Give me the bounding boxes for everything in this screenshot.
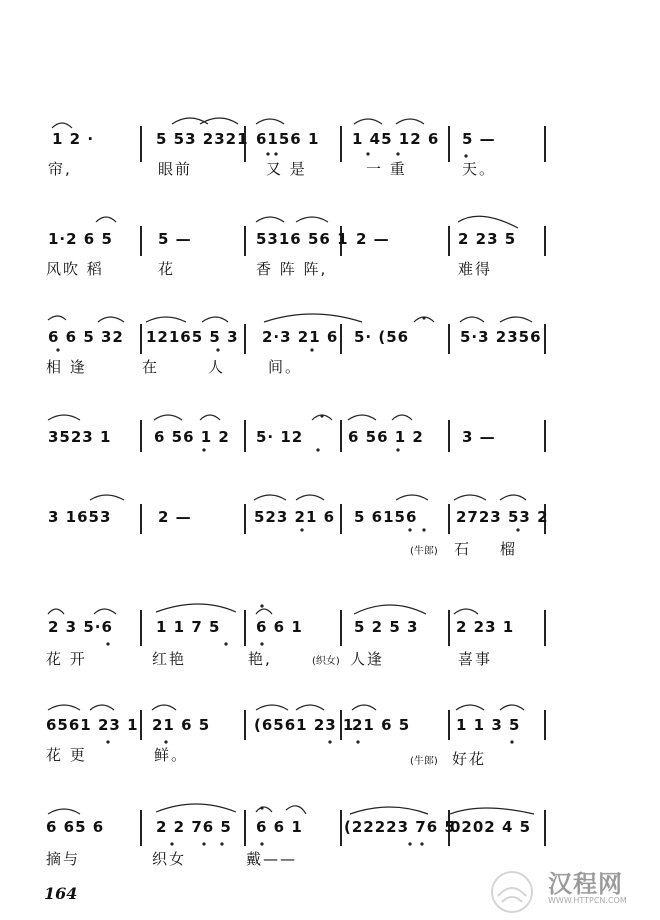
bar-line xyxy=(448,504,450,534)
measure-notes: 6 6 1 xyxy=(256,618,303,636)
bar-line xyxy=(340,810,342,846)
bar-line xyxy=(244,420,246,452)
measure-notes: 6 56 1 2 xyxy=(154,428,230,446)
lyric: 花 开 xyxy=(46,650,87,668)
lyric: 人 xyxy=(208,358,226,376)
bar-line xyxy=(140,710,142,740)
measure-notes: 2 2 76 5 xyxy=(156,818,232,836)
watermark-text: 汉程网 xyxy=(548,870,623,898)
measure-notes: 5 6156 xyxy=(354,508,418,526)
measure-notes: 5 — xyxy=(462,130,496,148)
bar-line xyxy=(544,126,546,162)
lyric: 又 是 xyxy=(266,160,307,178)
measure-notes: 5·3 2356 xyxy=(460,328,542,346)
measure-notes: 6 56 1 2 xyxy=(348,428,424,446)
lyric: 石 xyxy=(454,540,472,558)
lyric: 风吹 稻 xyxy=(46,260,104,278)
lyric: 戴—— xyxy=(246,850,298,868)
lyric: 鲜。 xyxy=(154,746,189,764)
measure-notes: 2·3 21 6 xyxy=(262,328,339,346)
measure-notes: 2723 53 2 xyxy=(456,508,549,526)
lyric: 红艳 xyxy=(152,650,187,668)
bar-line xyxy=(140,324,142,354)
measure-notes: 1 45 12 6 xyxy=(352,130,440,148)
measure-notes: 12165 5 3 xyxy=(146,328,239,346)
measure-notes: 2 23 5 xyxy=(458,230,517,248)
bar-line xyxy=(340,504,342,534)
lyric: 好花 xyxy=(452,750,487,768)
lyric: 难得 xyxy=(458,260,493,278)
measure-notes: 0202 4 5 xyxy=(450,818,532,836)
bar-line xyxy=(448,420,450,452)
measure-notes: 2 3 5·6 xyxy=(48,618,113,636)
bar-line xyxy=(448,324,450,354)
bar-line xyxy=(544,610,546,646)
measure-notes: 5316 56 1 xyxy=(256,230,349,248)
bar-line xyxy=(448,610,450,646)
bar-line xyxy=(544,226,546,256)
bar-line xyxy=(544,710,546,740)
measure-notes: 1 2 · xyxy=(52,130,95,148)
lyric: 在 xyxy=(142,358,160,376)
lyric: 帘, xyxy=(48,160,72,178)
measure-notes: 1 1 7 5 xyxy=(156,618,221,636)
bar-line xyxy=(544,810,546,846)
measure-notes: 2 — xyxy=(356,230,390,248)
measure-notes: 6 6 1 xyxy=(256,818,303,836)
bar-line xyxy=(544,420,546,452)
measure-notes: 5 — xyxy=(158,230,192,248)
lyric: 花 更 xyxy=(46,746,87,764)
lyric: 艳, xyxy=(248,650,272,668)
measure-notes: 1·2 6 5 xyxy=(48,230,113,248)
bar-line xyxy=(244,324,246,354)
watermark-url: WWW.HTTPCN.COM xyxy=(548,896,627,905)
bar-line xyxy=(544,324,546,354)
measure-notes: 6156 1 xyxy=(256,130,320,148)
measure-notes: 6 6 5 32 xyxy=(48,328,124,346)
lyric: 一 重 xyxy=(366,160,407,178)
measure-notes: 3 — xyxy=(462,428,496,446)
measure-notes: 2 23 1 xyxy=(456,618,515,636)
bar-line xyxy=(340,420,342,452)
bar-line xyxy=(244,504,246,534)
page-number: 164 xyxy=(44,884,78,903)
bar-line xyxy=(448,126,450,162)
role-label: (织女) xyxy=(312,656,340,667)
measure-notes: 5· 12 xyxy=(256,428,304,446)
bar-line xyxy=(140,504,142,534)
lyric: 摘与 xyxy=(46,850,81,868)
measure-notes: 21 6 5 xyxy=(152,716,211,734)
lyric: 相 逢 xyxy=(46,358,87,376)
measure-notes: 2 — xyxy=(158,508,192,526)
bar-line xyxy=(244,226,246,256)
lyric: 人逢 xyxy=(350,650,385,668)
lyric: 眼前 xyxy=(158,160,193,178)
bar-line xyxy=(340,610,342,646)
measure-notes: 21 6 5 xyxy=(352,716,411,734)
bar-line xyxy=(140,126,142,162)
measure-notes: 5 53 2321 xyxy=(156,130,249,148)
measure-notes: 523 21 6 xyxy=(254,508,336,526)
lyric: 间。 xyxy=(268,358,303,376)
lyric: 花 xyxy=(158,260,176,278)
measure-notes: 3523 1 xyxy=(48,428,112,446)
bar-line xyxy=(140,420,142,452)
measure-notes: (6561 23 1 xyxy=(254,716,355,734)
lyric: 香 阵 阵, xyxy=(256,260,328,278)
measure-notes: (22223 76 5 xyxy=(344,818,456,836)
role-label: (牛郎) xyxy=(410,756,438,767)
bar-line xyxy=(340,324,342,354)
bar-line xyxy=(448,710,450,740)
lyric: 天。 xyxy=(462,160,497,178)
measure-notes: 3 1653 xyxy=(48,508,112,526)
measure-notes: 5· (56 xyxy=(354,328,410,346)
bar-line xyxy=(244,810,246,846)
bar-line xyxy=(448,226,450,256)
lyric: 榴 xyxy=(500,540,518,558)
bar-line xyxy=(140,226,142,256)
measure-notes: 6 65 6 xyxy=(46,818,105,836)
bar-line xyxy=(244,610,246,646)
measure-notes: 5 2 5 3 xyxy=(354,618,419,636)
bar-line xyxy=(140,810,142,846)
bar-line xyxy=(340,126,342,162)
bar-line xyxy=(244,710,246,740)
bar-line xyxy=(140,610,142,646)
lyric: 织女 xyxy=(152,850,187,868)
role-label: (牛郎) xyxy=(410,546,438,557)
measure-notes: 6561 23 1 xyxy=(46,716,139,734)
measure-notes: 1 1 3 5 xyxy=(456,716,521,734)
lyric: 喜事 xyxy=(458,650,493,668)
